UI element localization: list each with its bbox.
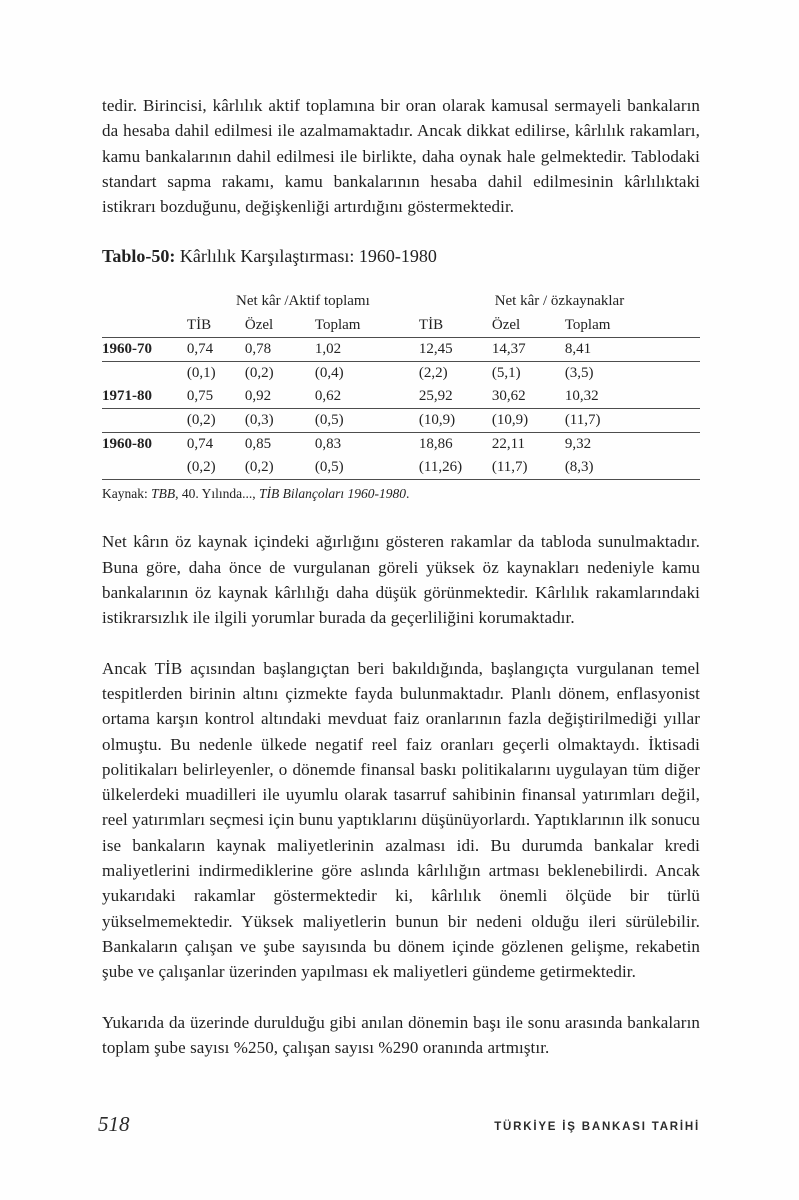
empty-cell — [102, 290, 187, 314]
stddev-cell: (0,2) — [187, 409, 245, 433]
source-label: Kaynak: — [102, 486, 152, 502]
table-row-1960-70-stddev — [102, 362, 700, 386]
table-group-header-row — [102, 290, 700, 314]
stddev-cell: (8,3) — [565, 456, 700, 480]
table-row-1960-70-values — [102, 338, 700, 362]
table-row-1971-80-values — [102, 385, 700, 409]
value-cell: 0,92 — [245, 385, 315, 409]
source-work-1: TBB — [151, 486, 176, 502]
col-header-tib-1: TİB — [187, 314, 245, 338]
source-mid: , 40. Yılında..., — [175, 486, 259, 502]
running-title: TÜRKİYE İŞ BANKASI TARİHİ — [494, 1121, 700, 1133]
stddev-cell: (0,1) — [186, 365, 216, 382]
source-end: . — [406, 486, 410, 502]
body-paragraph-1: tedir. Birincisi, kârlılık aktif toplamına bir oran olarak kamusal sermayeli bankaların da hesaba dahil edilmesi ile azalmamaktadır. Ancak dikkat edilirse, kârlılık rakamları, kamu bankalarının dahil edilmesi ile birlikte, daha oynak hale gelmektedir. Tablodaki standart sapma rakamı, kamu bankalarının hesaba dahil edilmesinin kârlılıktaki istikrarı bozduğunu, değişkenliği artırdığını göstermektedir. — [102, 96, 700, 217]
value-cell: 9,32 — [564, 436, 592, 453]
col-header-ozel-2: Özel — [492, 314, 565, 338]
table-column-header-row — [102, 314, 700, 338]
col-header-toplam-1: Toplam — [315, 314, 419, 338]
value-cell: 12,45 — [419, 338, 492, 362]
value-cell: 0,74 — [186, 436, 214, 453]
value-cell: 0,62 — [315, 385, 419, 409]
stddev-cell: (0,2) — [187, 456, 245, 480]
source-work-2: TİB Bilançoları 1960-1980 — [259, 486, 406, 502]
table-title-text: Kârlılık Karşılaştırması: 1960-1980 — [179, 246, 437, 267]
value-cell: 22,11 — [491, 436, 526, 453]
value-cell: 18,86 — [418, 436, 453, 453]
page-content — [102, 93, 700, 1085]
stddev-cell: (0,4) — [314, 365, 344, 382]
value-cell: 0,74 — [187, 338, 245, 362]
empty-cell — [102, 314, 187, 338]
col-header-ozel-1: Özel — [245, 314, 315, 338]
stddev-cell: (11,7) — [492, 456, 565, 480]
value-cell: 8,41 — [565, 338, 700, 362]
body-paragraph-2: Net kârın öz kaynak içindeki ağırlığını gösteren rakamlar da tabloda sunulmaktadır. Buna göre, daha önce de vurgulanan göreli yüksek öz kaynakları nedeniyle kamu bankalarının öz kaynak kârlılığı daha düşük görünmektedir. Kârlılık rakamlarındaki istikrarsızlık ile ilgili yorumlar burada da geçerliliğini korumaktadır. — [102, 532, 700, 628]
value-cell: 0,83 — [314, 436, 342, 453]
period-cell: 1960-80 — [102, 436, 152, 453]
empty-cell — [102, 409, 187, 433]
table-title — [102, 244, 700, 268]
profitability-comparison-table — [102, 290, 700, 480]
stddev-cell: (10,9) — [419, 409, 492, 433]
stddev-cell: (2,2) — [418, 365, 448, 382]
group-header-net-profit-assets: Net kâr /Aktif toplamı — [236, 293, 370, 310]
table-row-1960-80-stddev — [102, 456, 700, 480]
stddev-cell: (0,5) — [315, 456, 419, 480]
period-cell: 1960-70 — [102, 338, 187, 362]
stddev-cell: (11,7) — [565, 409, 700, 433]
table-row-1971-80-stddev — [102, 409, 700, 433]
empty-cell — [102, 362, 187, 386]
value-cell: 10,32 — [565, 385, 700, 409]
stddev-cell: (3,5) — [564, 365, 594, 382]
value-cell: 0,85 — [244, 436, 272, 453]
stddev-cell: (11,26) — [419, 456, 492, 480]
value-cell: 0,78 — [245, 338, 315, 362]
empty-cell — [102, 456, 187, 480]
body-paragraph-3: Ancak TİB açısından başlangıçtan beri bakıldığında, başlangıçta vurgulanan temel tespitlerden birinin altını çizmekte fayda bulunmaktadır. Planlı dönem, enflasyonist ortama karşın kontrol altındaki mevduat faiz oranlarının fazla değiştirilmediği yıllar olmuştu. Bu nedenle ülkede negatif reel faiz oranları geçerli olmaktaydı. İktisadi politikaları belirleyenler, o dönemde finansal baskı politikalarını uygulayan tüm diğer ülkelerdeki muadilleri ile uyumlu olarak tasarruf sahibinin finansal yatırımları değil, reel yatırımları seçmesi için bunu yaptıklarını düşünüyorlardı. Yaptıklarının ilk sonucu ise bankaların kaynak maliyetlerinin azalması idi. Bu durumda bankalar kredi maliyetlerini indirmediklerine göre aslında kârlılığın artması beklenebilirdi. Ancak yukarıdaki rakamlar göstermektedir ki, kârlılık önemli ölçüde bir türlü yükselmemektedir. Yüksek maliyetlerin bunun bir nedeni olduğu ileri sürülebilir. Bankaların çalışan ve şube sayısında bu dönem içinde gözlenen gelişme, rekabetin şube ve çalışanlar üzerinden yapılması ek maliyetleri gündeme getirmektedir. — [102, 658, 700, 982]
col-header-toplam-2: Toplam — [565, 314, 700, 338]
value-cell: 30,62 — [492, 385, 565, 409]
value-cell: 1,02 — [315, 338, 419, 362]
stddev-cell: (0,2) — [245, 456, 315, 480]
body-paragraph-4: Yukarıda da üzerinde durulduğu gibi anılan dönemin başı ile sonu arasında bankaların toplam şube sayısı %250, çalışan sayısı %290 oranında artmıştır. — [102, 1012, 700, 1057]
group-header-net-profit-equity: Net kâr / özkaynaklar — [494, 293, 625, 310]
stddev-cell: (5,1) — [491, 365, 521, 382]
stddev-cell: (0,3) — [245, 409, 315, 433]
col-header-tib-2: TİB — [419, 314, 492, 338]
page-number: 518 — [98, 1112, 130, 1136]
stddev-cell: (0,5) — [315, 409, 419, 433]
value-cell: 25,92 — [419, 385, 492, 409]
value-cell: 14,37 — [492, 338, 565, 362]
value-cell: 0,75 — [187, 385, 245, 409]
table-row-1960-80-values — [102, 433, 700, 457]
table-title-label: Tablo-50: — [102, 246, 176, 267]
period-cell: 1971-80 — [102, 385, 187, 409]
stddev-cell: (10,9) — [492, 409, 565, 433]
table-source-note — [102, 485, 700, 503]
stddev-cell: (0,2) — [244, 365, 274, 382]
